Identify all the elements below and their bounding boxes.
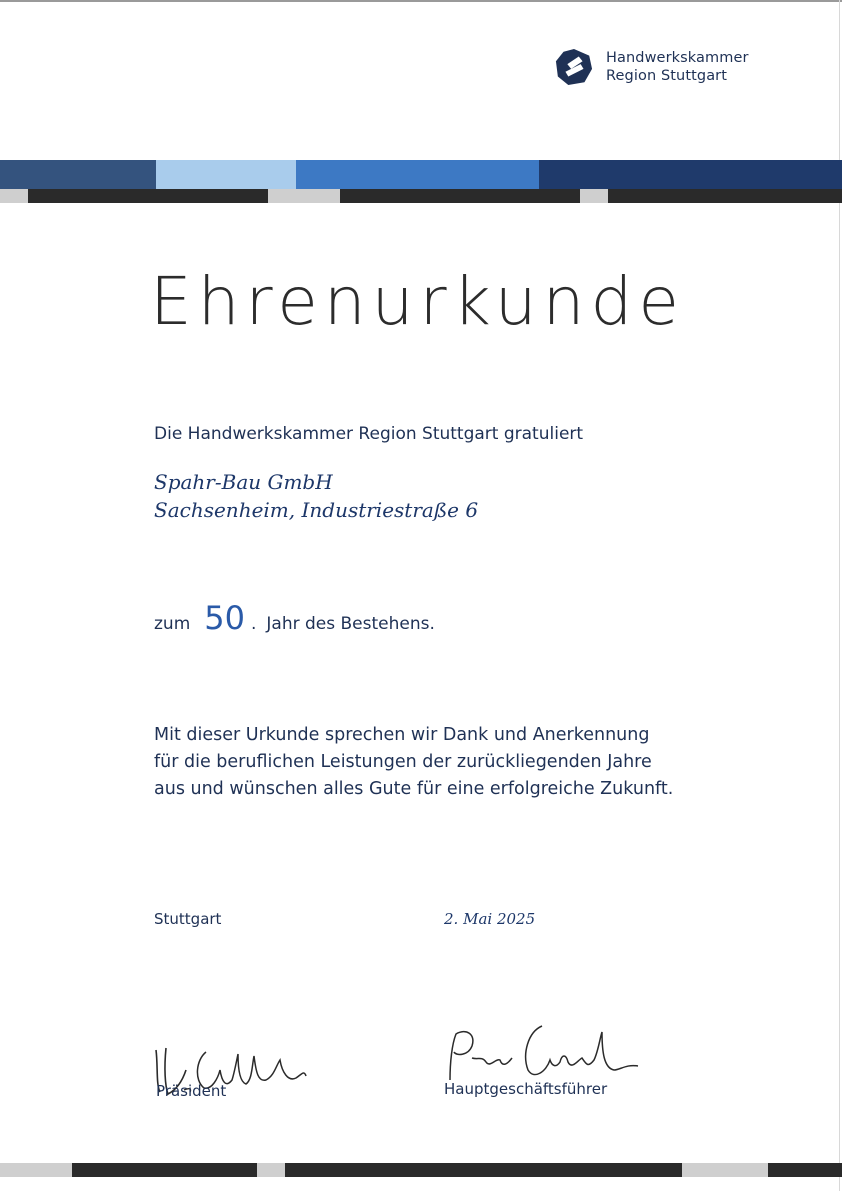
certificate-title: Ehrenurkunde	[150, 263, 685, 340]
strip-segment	[28, 189, 268, 203]
managing-director-role: Hauptgeschäftsführer	[444, 1080, 608, 1098]
strip-segment	[608, 189, 842, 203]
intro-text: Die Handwerkskammer Region Stuttgart gratuliert	[154, 424, 584, 444]
managing-director-signature	[442, 1018, 642, 1088]
chamber-logo	[555, 48, 749, 86]
recipient-company: Spahr-Bau GmbH	[154, 470, 333, 494]
strip-segment	[257, 1163, 285, 1177]
band-dark-blue	[0, 160, 156, 189]
strip-segment	[768, 1163, 842, 1177]
anniversary-suffix: Jahr des Bestehens.	[266, 614, 435, 634]
strip-segment	[0, 1163, 72, 1177]
strip-segment	[72, 1163, 257, 1177]
issue-date: 2. Mai 2025	[444, 910, 536, 928]
body-line-3: aus und wünschen alles Gute für eine erfolgreiche Zukunft.	[154, 779, 674, 799]
band-mid-blue	[296, 160, 539, 189]
strip-segment	[340, 189, 580, 203]
issue-place: Stuttgart	[154, 910, 222, 928]
logo-line-1: Handwerkskammer	[606, 50, 749, 66]
anniversary-prefix: zum	[154, 614, 191, 634]
strip-segment	[268, 189, 340, 203]
recipient-address: Sachsenheim, Industriestraße 6	[154, 498, 479, 522]
page-top-rule	[0, 0, 842, 2]
strip-segment	[0, 189, 28, 203]
logo-wordmark	[606, 49, 749, 85]
anniversary-dot: .	[250, 614, 257, 634]
body-line-1: Mit dieser Urkunde sprechen wir Dank und Anerkennung	[154, 725, 650, 745]
bottom-strip	[0, 1163, 842, 1177]
strip-segment	[580, 189, 608, 203]
strip-segment	[682, 1163, 768, 1177]
body-line-2: für die beruflichen Leistungen der zurückliegenden Jahre	[154, 752, 652, 772]
certificate-body	[154, 722, 673, 803]
anniversary-years: 50	[204, 599, 245, 637]
strip-segment	[285, 1163, 682, 1177]
anniversary-line	[154, 599, 435, 637]
band-light-blue	[156, 160, 296, 189]
decorative-bands	[0, 160, 842, 203]
band-navy	[539, 160, 842, 189]
president-role: Präsident	[156, 1082, 227, 1100]
logo-line-2: Region Stuttgart	[606, 68, 728, 84]
hwk-logo-icon	[555, 48, 593, 86]
